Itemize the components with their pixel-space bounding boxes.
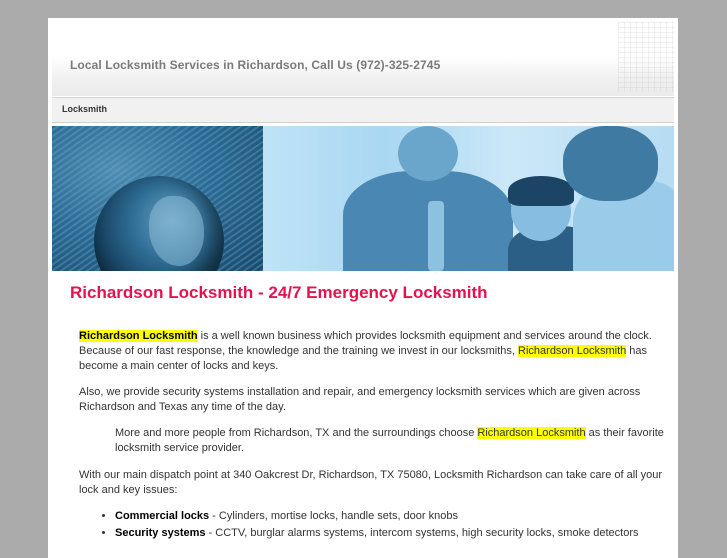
address-paragraph: With our main dispatch point at 340 Oakcrest Dr, Richardson, TX 75080, Locksmith Richardson can take care of all your lock and key issues: xyxy=(79,469,663,496)
service-desc: - Cylinders, mortise locks, handle sets, door knobs xyxy=(209,510,458,522)
nav-bar xyxy=(52,97,674,123)
site-header xyxy=(52,18,674,96)
person-figure xyxy=(508,176,574,206)
intro-paragraph xyxy=(79,329,664,374)
paragraph-text: is a well known business which provides locksmith equipment and services around the clock. Because of our fast response, the knowledge and the training we invest in our locksmiths, xyxy=(79,330,652,357)
person-figure xyxy=(398,126,458,181)
services-paragraph: Also, we provide security systems installation and repair, and emergency locksmith services which are given across Richardson and Texas any time of the day. xyxy=(79,386,641,413)
main-content xyxy=(79,329,664,543)
keyword-text: Richardson Locksmith xyxy=(79,330,198,342)
paragraph-text: has become a main center of locks and keys. xyxy=(79,345,648,372)
quote-text: More and more people from Richardson, TX and the surroundings choose xyxy=(115,427,478,439)
service-desc: - CCTV, burglar alarms systems, intercom systems, high security locks, smoke detectors xyxy=(205,527,639,539)
business-people-photo xyxy=(263,126,674,271)
globe-image xyxy=(52,126,263,271)
list-item xyxy=(115,509,664,524)
page-container xyxy=(48,18,678,558)
blockquote xyxy=(115,426,664,456)
highlighted-keyword: Richardson Locksmith xyxy=(477,427,586,439)
person-figure xyxy=(563,126,658,201)
header-decoration xyxy=(618,22,674,92)
highlighted-keyword: Richardson Locksmith xyxy=(518,345,627,357)
globe-icon xyxy=(94,176,224,271)
nav-item-locksmith[interactable]: Locksmith xyxy=(62,104,108,114)
quote-text: as their favorite locksmith service provider. xyxy=(115,427,664,454)
service-title: Security systems xyxy=(115,527,206,539)
page-heading: Richardson Locksmith - 24/7 Emergency Locksmith xyxy=(70,283,488,302)
person-figure xyxy=(428,201,444,271)
highlighted-keyword xyxy=(79,330,198,342)
banner-image xyxy=(52,126,674,271)
list-item xyxy=(115,526,664,541)
site-title: Local Locksmith Services in Richardson, Call Us (972)-325-2745 xyxy=(70,58,441,72)
service-title: Commercial locks xyxy=(115,510,210,522)
services-list xyxy=(79,509,664,541)
